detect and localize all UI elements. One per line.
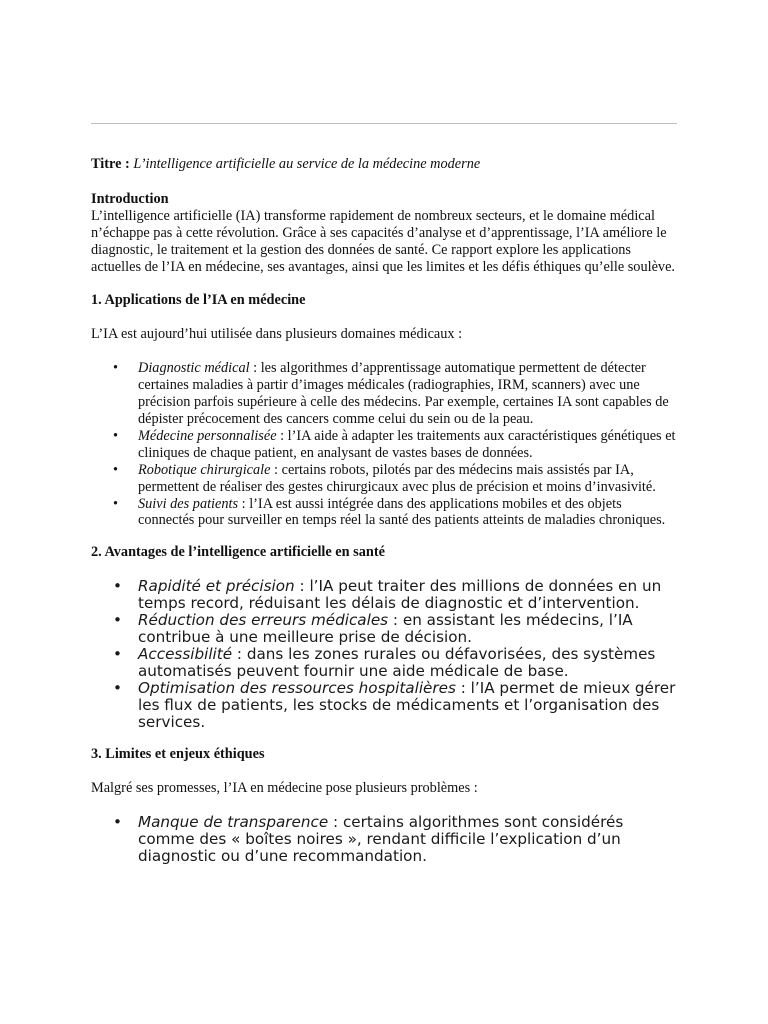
list-item	[91, 360, 681, 428]
list-item-text: : l’IA est aussi intégrée dans des applications mobiles et des objets connectés pour surveiller en temps réel la santé des patients atteints de maladies chroniques.	[138, 495, 666, 529]
list-item-text: : certains algorithmes sont considérés comme des « boîtes noires », rendant difficile l’explication d’un diagnostic ou d’une recommandation.	[138, 813, 624, 866]
introduction-heading: Introduction	[91, 190, 169, 207]
list-item	[91, 814, 681, 865]
list-item-term: Accessibilité	[138, 645, 233, 664]
list-item-term: Robotique chirurgicale	[138, 461, 271, 478]
document-title	[91, 156, 681, 173]
section2-list	[91, 578, 681, 731]
list-item	[91, 680, 681, 731]
bullet-icon: •	[113, 577, 122, 596]
introduction-paragraph: L’intelligence artificielle (IA) transforme rapidement de nombreux secteurs, et le domaine médical n’échappe pas à cette révolution. Grâce à ses capacités d’analyse et d’apprentissage, l’IA améliore le diagnostic, le traitement et la gestion des données de santé. Ce rapport explore les applications actuelles de l’IA en médecine, ses avantages, ainsi que les limites et les défis éthiques qu’elle soulève.	[91, 207, 675, 275]
bullet-icon: •	[113, 611, 122, 630]
list-item-text: : en assistant les médecins, l’IA contribue à une meilleure prise de décision.	[138, 611, 633, 647]
list-item-term: Diagnostic médical	[138, 360, 250, 377]
header-divider	[91, 123, 677, 124]
title-text: L’intelligence artificielle au service de la médecine moderne	[133, 156, 481, 172]
list-item-text: : l’IA permet de mieux gérer les flux de patients, les stocks de médicaments et l’organisation des services.	[138, 679, 676, 732]
section1-heading: 1. Applications de l’IA en médecine	[91, 292, 306, 309]
list-item	[91, 612, 681, 646]
list-item	[91, 462, 681, 496]
list-item	[91, 428, 681, 462]
list-item-text: : l’IA peut traiter des millions de données en un temps record, réduisant les délais de diagnostic et d’intervention.	[138, 577, 662, 613]
list-item-term: Suivi des patients	[138, 495, 239, 512]
list-item	[91, 578, 681, 612]
section3-list	[91, 814, 681, 865]
list-item	[91, 646, 681, 680]
document-body	[91, 156, 681, 865]
section1-list	[91, 360, 681, 529]
list-item-term: Rapidité et précision	[138, 577, 295, 596]
bullet-icon: •	[113, 461, 119, 478]
bullet-icon: •	[113, 495, 119, 512]
section2-heading: 2. Avantages de l’intelligence artificielle en santé	[91, 544, 385, 561]
section3-intro: Malgré ses promesses, l’IA en médecine pose plusieurs problèmes :	[91, 780, 478, 797]
list-item-text: : dans les zones rurales ou défavorisées, des systèmes automatisés peuvent fournir une aide médicale de base.	[138, 645, 656, 681]
bullet-icon: •	[113, 813, 122, 832]
list-item-text: : les algorithmes d’apprentissage automatique permettent de détecter certaines maladies à partir d’images médicales (radiographies, IRM, scanners) avec une précision parfois supérieure à celle des médecins. Par exemple, certaines IA sont capables de dépister précocement des cancers comme celui du sein ou de la peau.	[138, 360, 669, 427]
list-item-term: Réduction des erreurs médicales	[138, 611, 389, 630]
list-item-text: : l’IA aide à adapter les traitements aux caractéristiques génétiques et cliniques de chaque patient, en analysant de vastes bases de données.	[138, 427, 676, 461]
list-item	[91, 496, 681, 530]
bullet-icon: •	[113, 360, 119, 377]
bullet-icon: •	[113, 679, 122, 698]
list-item-term: Manque de transparence	[138, 813, 329, 832]
bullet-icon: •	[113, 645, 122, 664]
section3-heading: 3. Limites et enjeux éthiques	[91, 746, 265, 763]
list-item-term: Médecine personnalisée	[138, 427, 277, 444]
title-label: Titre :	[91, 156, 130, 172]
bullet-icon: •	[113, 427, 119, 444]
section1-intro: L’IA est aujourd’hui utilisée dans plusieurs domaines médicaux :	[91, 326, 463, 343]
list-item-term: Optimisation des ressources hospitalières	[138, 679, 456, 698]
list-item-text: : certains robots, pilotés par des médecins mais assistés par IA, permettent de réaliser des gestes chirurgicaux avec plus de précision et moins d’invasivité.	[138, 461, 656, 495]
